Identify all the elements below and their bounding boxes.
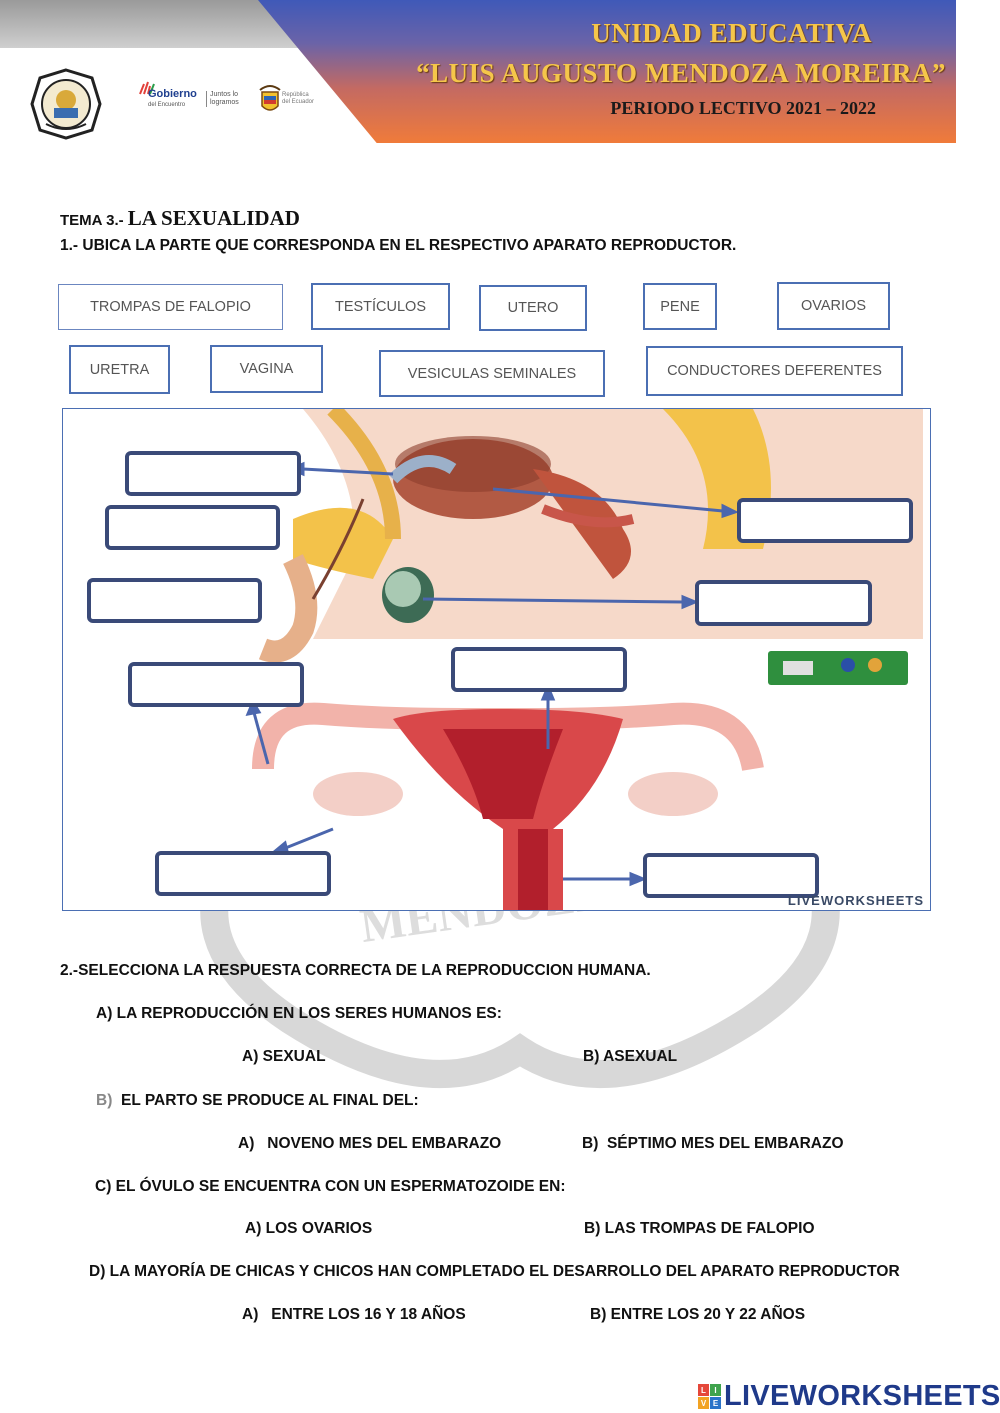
school-seal-logo (30, 68, 102, 140)
q2-item-d-prompt (89, 1263, 900, 1281)
q2-item-a-option-a[interactable]: A) SEXUAL (242, 1048, 326, 1065)
svg-text:E: E (712, 1398, 719, 1408)
answer-drop-box-3[interactable] (87, 578, 262, 623)
school-name-line2: “LUIS AUGUSTO MENDOZA MOREIRA” (416, 58, 946, 88)
government-logo-sub: del Encuentro (148, 102, 186, 108)
ecuador-coat-of-arms-icon (258, 84, 282, 116)
answer-drop-box-1[interactable] (125, 451, 301, 496)
q2-item-a-letter: A) (96, 1005, 113, 1022)
answer-drop-box-7[interactable] (128, 662, 304, 707)
topic-heading (60, 206, 300, 231)
q2-item-b-text: EL PARTO SE PRODUCE AL FINAL DEL: (120, 1092, 419, 1109)
anatomy-diagram (62, 408, 931, 911)
q2-item-b-prompt (96, 1092, 419, 1110)
q2-item-b-option-b[interactable]: B) SÉPTIMO MES DEL EMBARAZO (582, 1135, 844, 1152)
topic-prefix: TEMA 3.- (60, 212, 124, 229)
word-chip-utero[interactable]: UTERO (479, 285, 587, 331)
word-chip-conductores[interactable]: CONDUCTORES DEFERENTES (646, 346, 903, 396)
government-logo-tagline: Juntos lo logramos (206, 91, 250, 107)
svg-text:V: V (700, 1398, 707, 1408)
word-chip-vagina[interactable]: VAGINA (210, 345, 323, 393)
header-grey-band (0, 0, 300, 48)
answer-drop-box-8[interactable] (155, 851, 331, 896)
q2-item-d-text: LA MAYORÍA DE CHICAS Y CHICOS HAN COMPLETADO EL DESARROLLO DEL APARATO REPRODUCTOR (109, 1263, 900, 1280)
answer-drop-box-2[interactable] (105, 505, 280, 550)
q2-item-b-option-a[interactable]: A) NOVENO MES DEL EMBARAZO (238, 1135, 502, 1152)
school-period: PERIODO LECTIVO 2021 – 2022 (610, 98, 876, 118)
q2-item-c-text: EL ÓVULO SE ENCUENTRA CON UN ESPERMATOZOIDE EN: (115, 1178, 566, 1195)
q2-item-c-option-a[interactable]: A) LOS OVARIOS (245, 1220, 373, 1237)
word-chip-trompas[interactable]: TROMPAS DE FALOPIO (58, 284, 283, 330)
svg-text:L: L (701, 1385, 706, 1395)
svg-text:I: I (714, 1385, 717, 1395)
answer-drop-box-9[interactable] (643, 853, 819, 898)
government-logo-word: Gobierno (148, 88, 197, 100)
word-chip-ovarios[interactable]: OVARIOS (777, 282, 890, 330)
q2-item-c-prompt (95, 1178, 566, 1196)
word-chip-vesiculas[interactable]: VESICULAS SEMINALES (379, 350, 605, 397)
school-name-line1: UNIDAD EDUCATIVA (591, 18, 872, 48)
topic-title: LA SEXUALIDAD (127, 206, 300, 230)
q2-item-d-letter: D) (89, 1263, 106, 1280)
q2-item-c-letter: C) (95, 1178, 112, 1195)
answer-drop-box-6[interactable] (451, 647, 627, 692)
word-chip-testiculos[interactable]: TESTÍCULOS (311, 283, 450, 330)
image-watermark: LIVEWORKSHEETS (787, 893, 924, 908)
q2-item-a-text: LA REPRODUCCIÓN EN LOS SERES HUMANOS ES: (116, 1005, 502, 1022)
liveworksheets-badge-icon (698, 1384, 722, 1410)
question1-text: 1.- UBICA LA PARTE QUE CORRESPONDA EN EL RESPECTIVO APARATO REPRODUCTOR. (60, 237, 737, 254)
liveworksheets-wordmark: LIVEWORKSHEETS (724, 1380, 1000, 1412)
answer-drop-box-5[interactable] (695, 580, 872, 626)
q2-item-a-prompt (96, 1005, 502, 1023)
ecuador-logo-text: República del Ecuador (282, 92, 315, 105)
q2-item-c-option-b[interactable]: B) LAS TROMPAS DE FALOPIO (584, 1220, 815, 1237)
word-chip-pene[interactable]: PENE (643, 283, 717, 330)
q2-item-b-letter: B) (96, 1092, 113, 1109)
q2-item-d-option-a[interactable]: A) ENTRE LOS 16 Y 18 AÑOS (242, 1306, 466, 1323)
liveworksheets-logo (698, 1380, 1000, 1413)
word-chip-uretra[interactable]: URETRA (69, 345, 170, 394)
answer-drop-box-4[interactable] (737, 498, 913, 543)
q2-item-a-option-b[interactable]: B) ASEXUAL (583, 1048, 678, 1065)
question2-text: 2.-SELECCIONA LA RESPUESTA CORRECTA DE LA REPRODUCCION HUMANA. (60, 962, 651, 979)
q2-item-d-option-b[interactable]: B) ENTRE LOS 20 Y 22 AÑOS (590, 1306, 806, 1323)
